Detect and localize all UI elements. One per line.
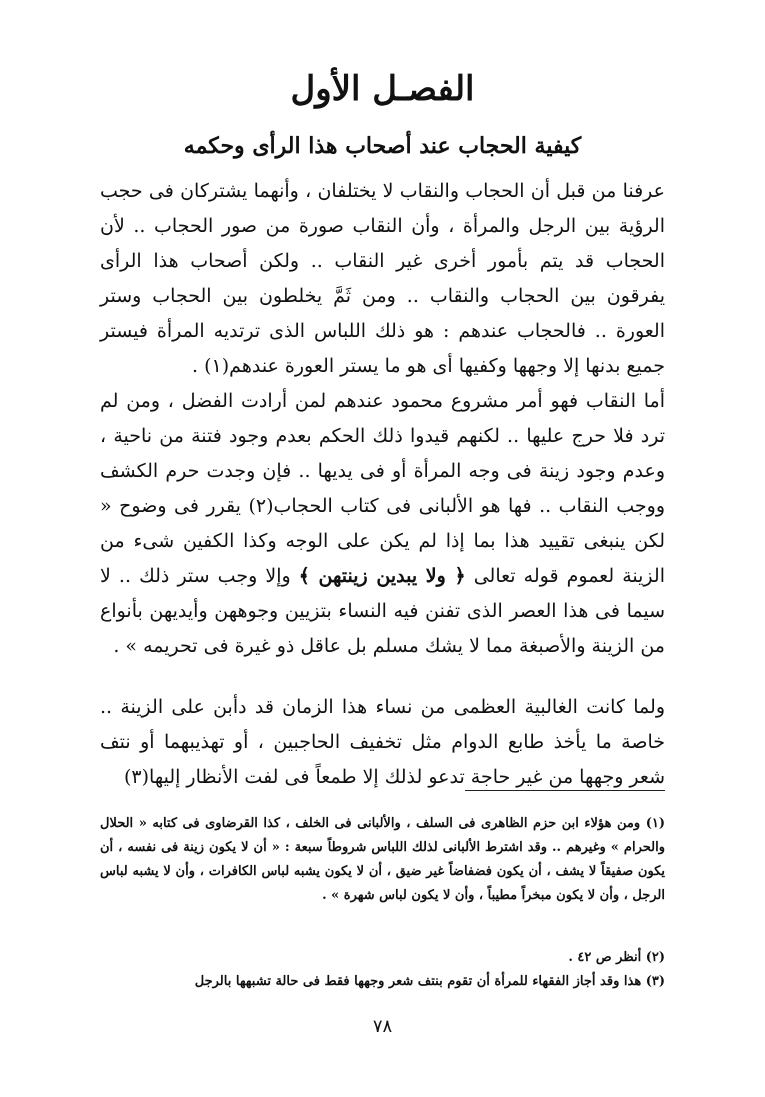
section-title: كيفية الحجاب عند أصحاب هذا الرأى وحكمه [183,133,582,159]
book-page [100,0,665,1097]
chapter-title: الفصـل الأول [290,69,475,109]
footnote-3: (٣) هذا وقد أجاز الفقهاء للمرأة أن تقوم بنتف شعر وجهها فقط فى حالة تشبهها بالرجل [194,974,665,989]
paragraph-2 [100,384,665,664]
paragraph-2-text-b: وإلا وجب ستر ذلك .. لا سيما فى هذا العصر الذى تفنن فيه النساء بتزيين وجوههن وأيديهن بأنواع من الزينة والأصبغة مما لا يشك مسلم بل عاقل ذو غيرة فى تحريمه » . [100,565,665,657]
footnote-2: (٢) أنظر ص ٤٢ . [568,950,665,965]
paragraph-2-text-a: أما النقاب فهو أمر مشروع محمود عندهم لمن أرادت الفضل ، ومن لم ترد فلا حرج عليها .. لكنهم قيدوا ذلك الحكم بعدم وجود فتنة من ناحية ، وعدم وجود زينة فى وجه المرأة أو فى يديها .. فإن وجدت حرم الكشف ووجب النقاب .. فها هو الألبانى فى كتاب الحجاب(٢) يقرر فى وضوح « لكن ينبغى تقييد هذا بما إذا لم يكن على الوجه وكذا الكفين شىء من الزينة لعموم قوله تعالى [100,390,666,587]
quran-quote: ﴿ ولا يبدين زينتهن ﴾ [298,565,466,587]
footnote-1: (١) ومن هؤلاء ابن حزم الظاهرى فى السلف ، والألبانى فى الخلف ، كذا القرضاوى فى كتابه « الحلال والحرام » وغيرهم .. وقد اشترط الألبانى لذلك اللباس شروطاً سبعة : « أن لا يكون زينة فى نفسه ، أن يكون صفيقاً لا يشف ، أن يكون فضفاضاً غير ضيق ، أن لا يكون يشبه لباس الكافرات ، وأن لا يشبه لباس الرجل ، وأن لا يكون مبخراً مطيباً ، وأن لا يكون لباس شهرة » . [100,816,665,903]
footnote-divider [465,790,665,791]
paragraph-3: ولما كانت الغالبية العظمى من نساء هذا الزمان قد دأبن على الزينة .. خاصة ما يأخذ طابع الدوام مثل تخفيف الحاجبين ، أو تهذيبهما أو نتف شعر وجهها من غير حاجة تدعو لذلك إلا طمعاً فى لفت الأنظار إليها(٣) [100,696,665,788]
paragraph-1: عرفنا من قبل أن الحجاب والنقاب لا يختلفان ، وأنهما يشتركان فى حجب الرؤية بين الرجل والمرأة ، وأن النقاب صورة من صور الحجاب .. لأن الحجاب قد يتم بأمور أخرى غير النقاب .. ولكن أصحاب هذا الرأى يفرقون بين الحجاب والنقاب .. ومن ثَمَّ يخلطون بين الحجاب وستر العورة .. فالحجاب عندهم : هو ذلك اللباس الذى ترتديه المرأة فيستر جميع بدنها إلا وجهها وكفيها أى هو ما يستر العورة عندهم(١) . [100,180,665,377]
page-number: ٧٨ [372,1016,393,1037]
